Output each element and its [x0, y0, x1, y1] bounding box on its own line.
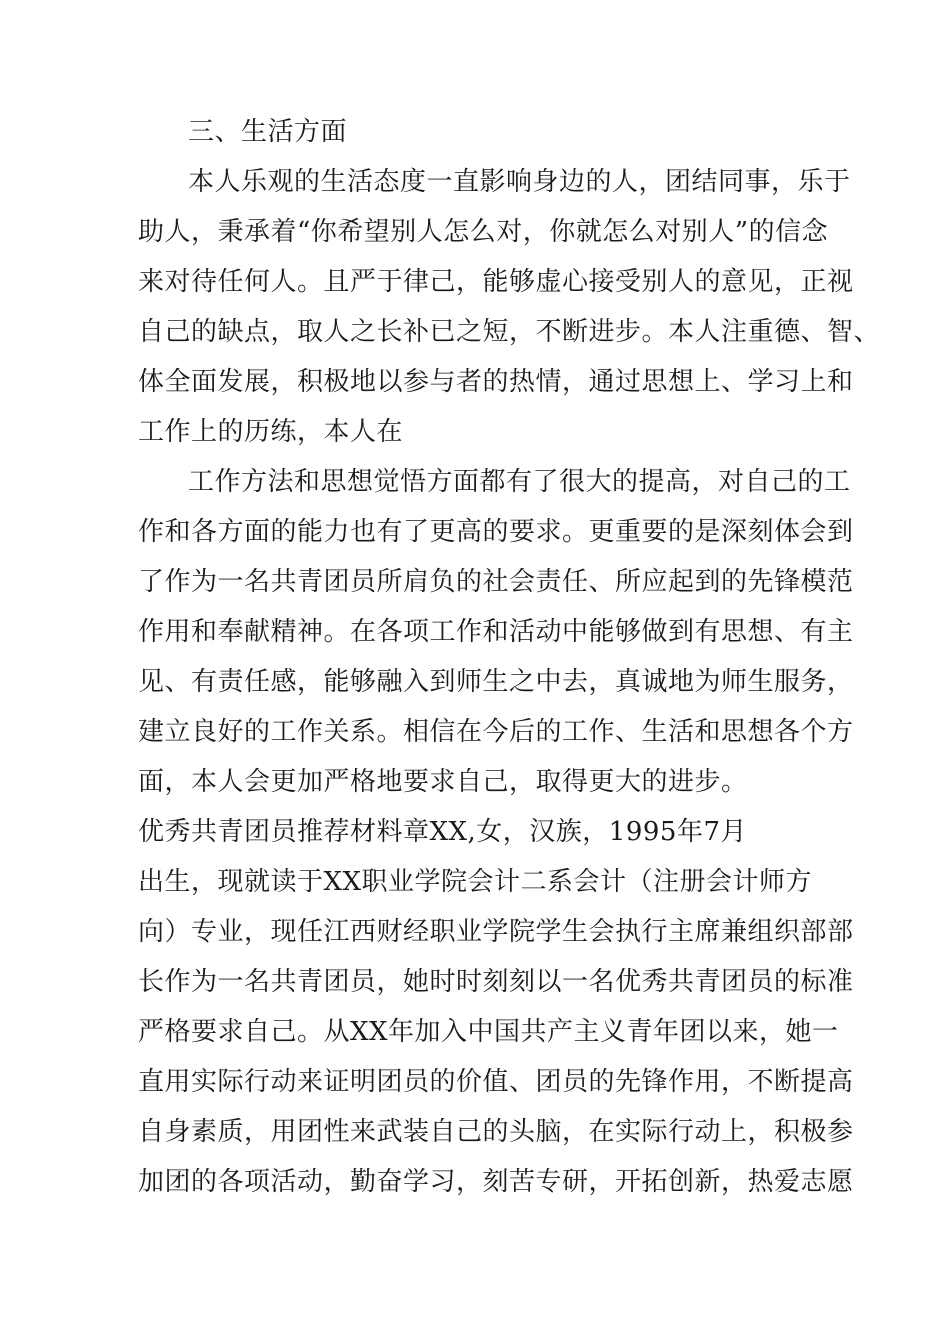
paragraph-line: 了作为一名共青团员所肩负的社会责任、所应起到的先锋模范	[138, 567, 854, 597]
paragraph-line: 体全面发展，积极地以参与者的热情，通过思想上、学习上和	[138, 367, 854, 397]
section-heading: 三、生活方面	[188, 117, 348, 147]
paragraph-line: 面，本人会更加严格地要求自己，取得更大的进步。	[138, 767, 748, 797]
paragraph-line: 助人，秉承着“你希望别人怎么对，你就怎么对别人”的信念	[138, 217, 829, 247]
paragraph-line: 向）专业，现任江西财经职业学院学生会执行主席兼组织部部	[138, 917, 854, 947]
paragraph-line: 本人乐观的生活态度一直影响身边的人，团结同事，乐于	[188, 167, 851, 197]
paragraph-line: 自己的缺点，取人之长补已之短，不断进步。本人注重德、智、	[138, 317, 881, 347]
paragraph-line: 工作上的历练，本人在	[138, 417, 404, 447]
paragraph-line: 见、有责任感，能够融入到师生之中去，真诚地为师生服务，	[138, 667, 854, 697]
paragraph-line: 工作方法和思想觉悟方面都有了很大的提高，对自己的工	[188, 467, 851, 497]
paragraph-line: 作和各方面的能力也有了更高的要求。更重要的是深刻体会到	[138, 517, 854, 547]
paragraph-line: 出生，现就读于XX职业学院会计二系会计（注册会计师方	[138, 867, 813, 897]
paragraph-line: 严格要求自己。从XX年加入中国共产主义青年团以来，她一	[138, 1017, 839, 1047]
paragraph-line: 作用和奉献精神。在各项工作和活动中能够做到有思想、有主	[138, 617, 854, 647]
paragraph-line: 长作为一名共青团员，她时时刻刻以一名优秀共青团员的标准	[138, 967, 854, 997]
paragraph-line: 来对待任何人。且严于律己，能够虚心接受别人的意见，正视	[138, 267, 854, 297]
paragraph-line: 建立良好的工作关系。相信在今后的工作、生活和思想各个方	[138, 717, 854, 747]
paragraph-line: 优秀共青团员推荐材料章XX,女，汉族，1995年7月	[138, 817, 747, 847]
paragraph-line: 自身素质，用团性来武装自己的头脑，在实际行动上，积极参	[138, 1117, 854, 1147]
paragraph-line: 直用实际行动来证明团员的价值、团员的先锋作用，不断提高	[138, 1067, 854, 1097]
paragraph-line: 加团的各项活动，勤奋学习，刻苦专研，开拓创新，热爱志愿	[138, 1167, 854, 1197]
